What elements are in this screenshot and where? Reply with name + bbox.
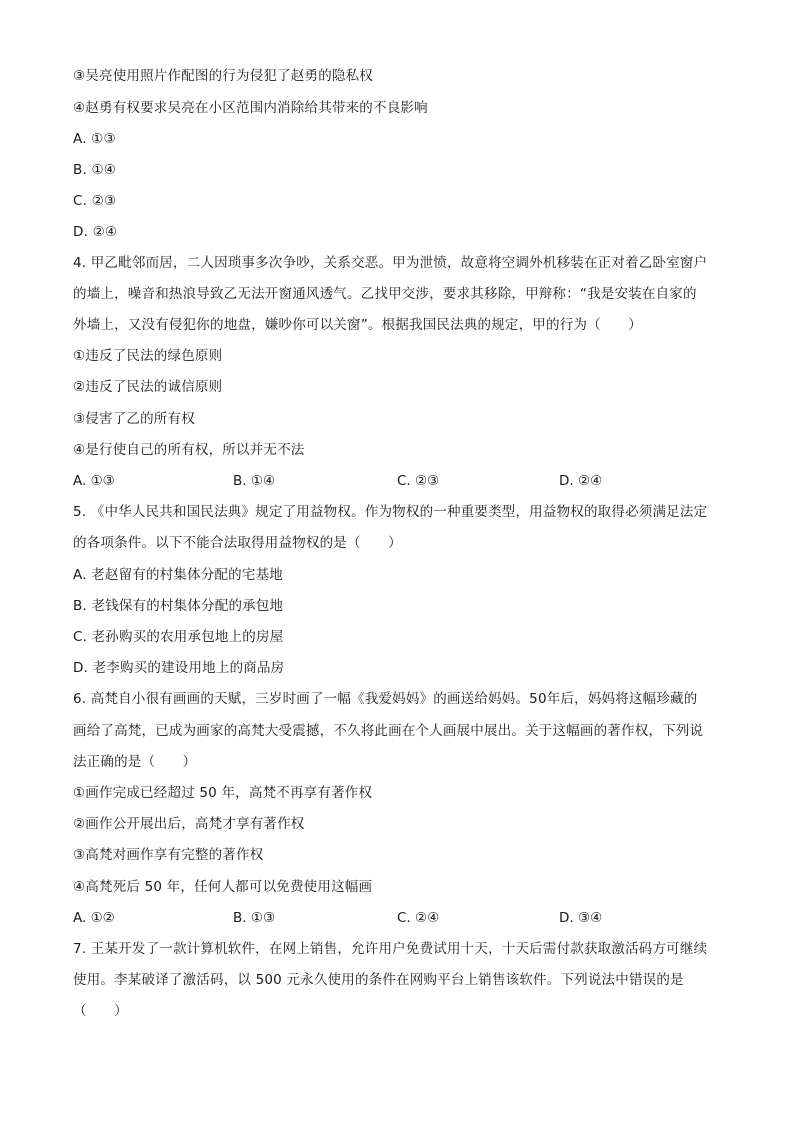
q3-option-b: B. ①④ xyxy=(73,162,117,178)
q6-stem-line-2: 画给了高梵，已成为画家的高梵大受震撼，不久将此画在个人画展中展出。关于这幅画的著作权，下列说 xyxy=(73,723,704,739)
q7-stem-line-3: （ ） xyxy=(73,1003,128,1019)
q4-option-b: B. ①④ xyxy=(233,473,276,489)
q4-stem-line-2: 的墙上，噪音和热浪导致乙无法开窗通风透气。乙找甲交涉，要求其移除，甲辩称：“我是安装在自家的 xyxy=(73,286,697,302)
q4-option-d: D. ②④ xyxy=(559,473,603,489)
q6-option-d: D. ③④ xyxy=(559,910,603,926)
q4-option-c: C. ②③ xyxy=(397,473,440,489)
q3-option-c: C. ②③ xyxy=(73,193,117,209)
q4-statement-1: ①违反了民法的绿色原则 xyxy=(73,348,223,364)
q3-statement-3: ③吴亮使用照片作配图的行为侵犯了赵勇的隐私权 xyxy=(73,68,374,84)
q7-stem-line-1: 7. 王某开发了一款计算机软件，在网上销售，允许用户免费试用十天，十天后需付款获取激活码方可继续 xyxy=(73,941,708,957)
q6-statement-3: ③高梵对画作享有完整的著作权 xyxy=(73,847,264,863)
q5-option-b: B. 老钱保有的村集体分配的承包地 xyxy=(73,598,284,614)
q5-option-a: A. 老赵留有的村集体分配的宅基地 xyxy=(73,567,283,583)
q3-statement-4: ④赵勇有权要求吴亮在小区范围内消除给其带来的不良影响 xyxy=(73,100,428,116)
q6-option-c: C. ②④ xyxy=(397,910,440,926)
q6-option-b: B. ①③ xyxy=(233,910,276,926)
q4-stem-line-3: 外墙上，又没有侵犯你的地盘，嫌吵你可以关窗”。根据我国民法典的规定，甲的行为（ ） xyxy=(73,317,642,333)
q6-statement-2: ②画作公开展出后，高梵才享有著作权 xyxy=(73,816,305,832)
q6-stem-line-1: 6. 高梵自小很有画画的天赋，三岁时画了一幅《我爱妈妈》的画送给妈妈。50年后，妈妈将这幅珍藏的 xyxy=(73,691,698,707)
q4-stem-line-1: 4. 甲乙毗邻而居，二人因琐事多次争吵，关系交恶。甲为泄愤，故意将空调外机移装在正对着乙卧室窗户 xyxy=(73,255,708,271)
q4-option-a: A. ①③ xyxy=(73,473,115,489)
q6-statement-1: ①画作完成已经超过 50 年，高梵不再享有著作权 xyxy=(73,785,373,801)
q6-stem-line-3: 法正确的是（ ） xyxy=(73,754,197,770)
q4-statement-3: ③侵害了乙的所有权 xyxy=(73,411,195,427)
q7-stem-line-2: 使用。李某破译了激活码，以 500 元永久使用的条件在网购平台上销售该软件。下列说法中错误的是 xyxy=(73,972,684,988)
q3-option-a: A. ①③ xyxy=(73,131,116,147)
q6-statement-4: ④高梵死后 50 年，任何人都可以免费使用这幅画 xyxy=(73,879,373,895)
q6-options-row xyxy=(73,909,733,927)
q4-options-row xyxy=(73,472,733,490)
q4-statement-4: ④是行使自己的所有权，所以并无不法 xyxy=(73,442,305,458)
q4-statement-2: ②违反了民法的诚信原则 xyxy=(73,379,223,395)
q5-option-c: C. 老孙购买的农用承包地上的房屋 xyxy=(73,629,284,645)
q3-option-d: D. ②④ xyxy=(73,224,118,240)
q5-stem-line-2: 的各项条件。以下不能合法取得用益物权的是（ ） xyxy=(73,535,402,551)
q5-option-d: D. 老李购买的建设用地上的商品房 xyxy=(73,660,285,676)
q6-option-a: A. ①② xyxy=(73,910,115,926)
q5-stem-line-1: 5. 《中华人民共和国民法典》规定了用益物权。作为物权的一种重要类型，用益物权的取得必须满足法定 xyxy=(73,504,708,520)
